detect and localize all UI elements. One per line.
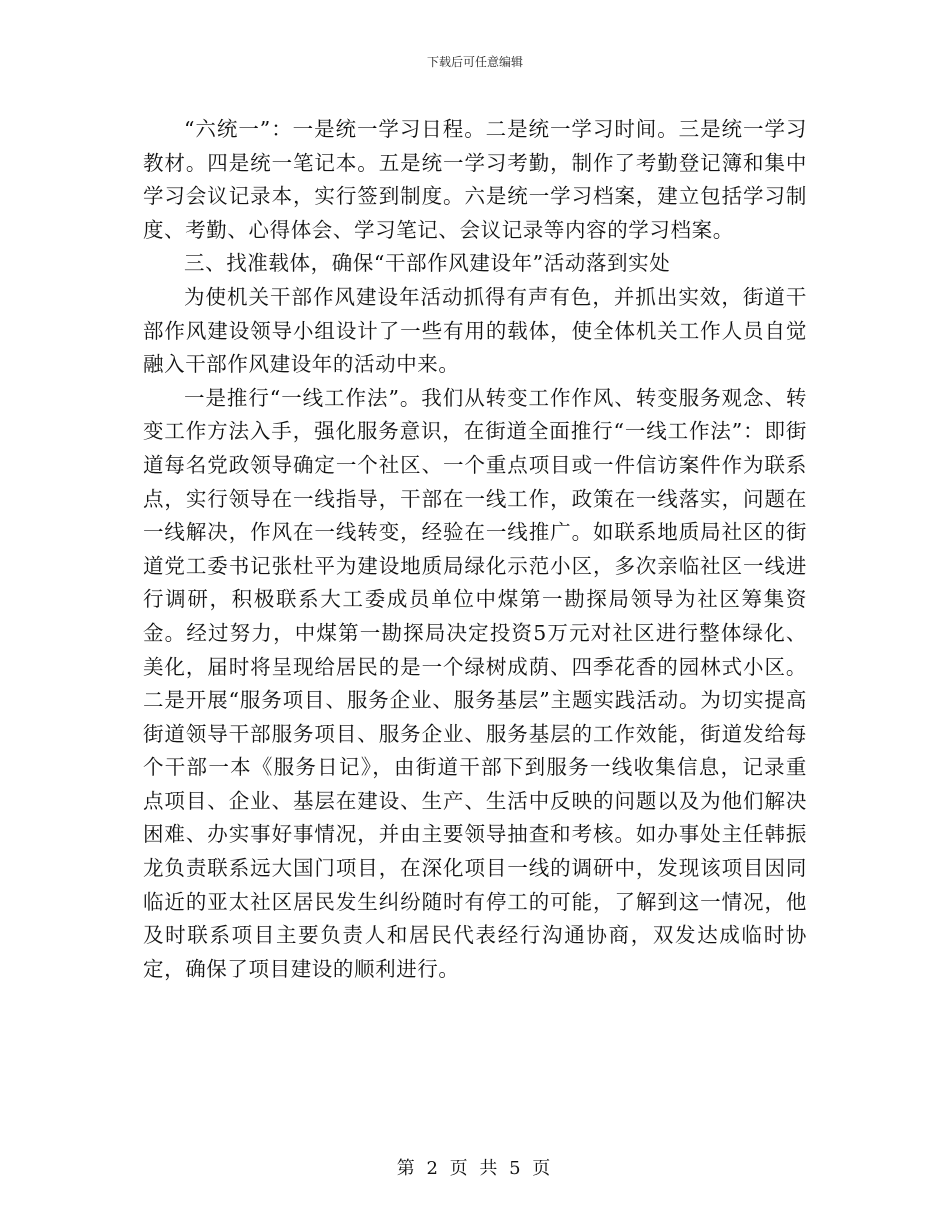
paragraph-frontline-method: 一是推行“一线工作法”。我们从转变工作作风、转变服务观念、转变工作方法入手，强化服务意识，在街道全面推行“一线工作法”：即街道每名党政领导确定一个社区、一个重点项目或一件信访案件作为联系点，实行领导在一线指导，干部在一线工作，政策在一线落实，问题在一线解决，作风在一线转变，经验在一线推广。如联系地质局社区的街道党工委书记张杜平为建设地质局绿化示范小区，多次亲临社区一线进行调研，积极联系大工委成员单位中煤第一勘探局领导为社区筹集资金。经过努力，中煤第一勘探局决定投资5万元对社区进行整体绿化、美化，届时将呈现给居民的是一个绿树成荫、四季花香的园林式小区。二是开展“服务项目、服务企业、服务基层”主题实践活动。为切实提高街道领导干部服务项目、服务企业、服务基层的工作效能，街道发给每个干部一本《服务日记》，由街道干部下到服务一线收集信息，记录重点项目、企业、基层在建设、生产、生活中反映的问题以及为他们解决困难、办实事好事情况，并由主要领导抽查和考核。如办事处主任韩振龙负责联系远大国门项目，在深化项目一线的调研中，发现该项目因同临近的亚太社区居民发生纠纷随时有停工的可能，了解到这一情况，他及时联系项目主要负责人和居民代表经行沟通协商，双发达成临时协定，确保了项目建设的顺利进行。 xyxy=(143,385,807,981)
page-number-footer: 第 2 页 共 5 页 xyxy=(396,1158,554,1179)
document-body xyxy=(143,113,807,986)
paragraph-carriers-intro: 为使机关干部作风建设年活动抓得有声有色，并抓出实效，街道干部作风建设领导小组设计了一些有用的载体，使全体机关工作人员自觉融入干部作风建设年的活动中来。 xyxy=(143,284,807,377)
paragraph-six-unifications: “六统一”：一是统一学习日程。二是统一学习时间。三是统一学习教材。四是统一笔记本。五是统一学习考勤，制作了考勤登记簿和集中学习会议记录本，实行签到制度。六是统一学习档案，建立包括学习制度、考勤、心得体会、学习笔记、会议记录等内容的学习档案。 xyxy=(143,117,807,242)
section-heading-three: 三、找准载体，确保“干部作风建设年”活动落到实处 xyxy=(184,251,671,276)
header-note: 下载后可任意编辑 xyxy=(426,55,523,69)
